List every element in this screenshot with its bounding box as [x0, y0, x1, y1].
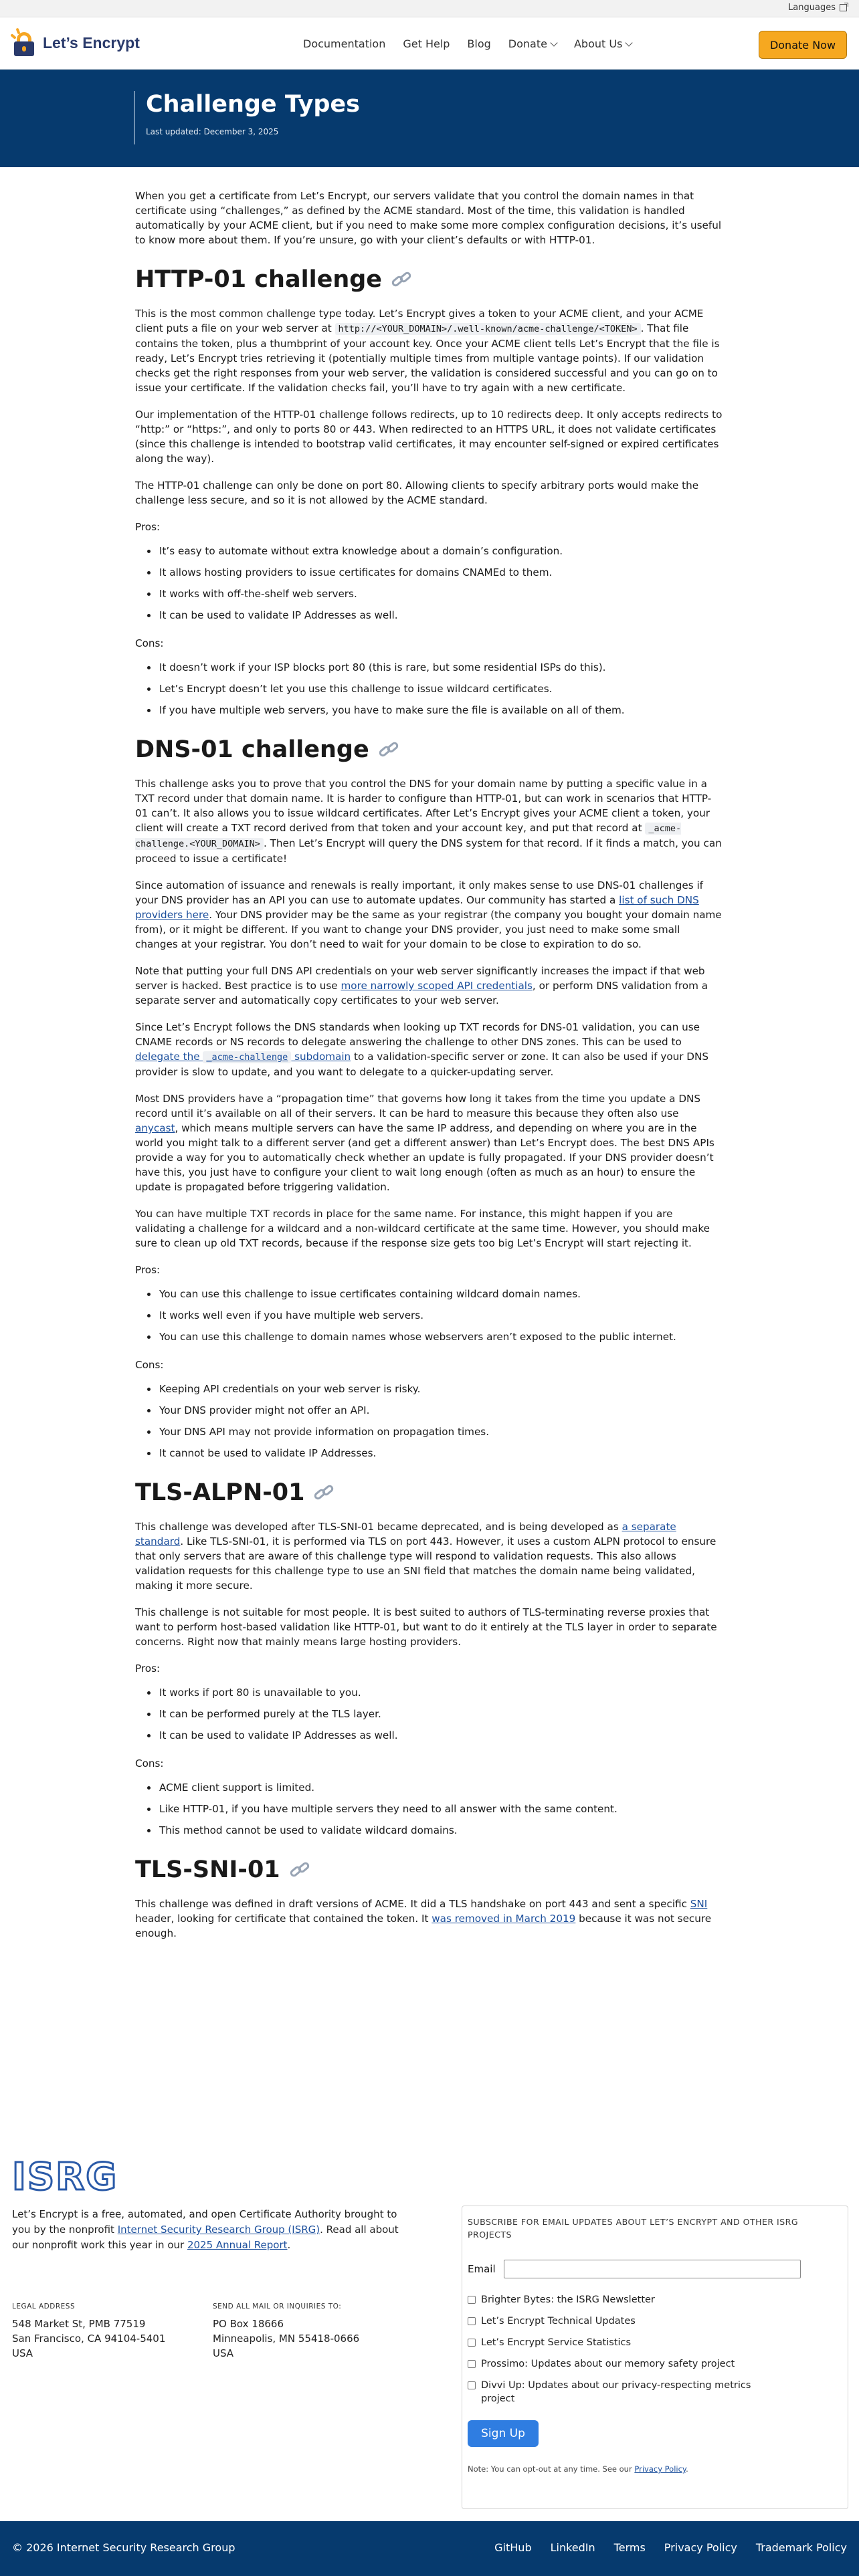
text: This challenge was developed after TLS-SNI-01 became deprecated, and is being developed as	[135, 1521, 622, 1533]
annual-report-link[interactable]: 2025 Annual Report	[187, 2239, 288, 2251]
option-label: Let’s Encrypt Service Statistics	[481, 2337, 632, 2348]
anchor-link-icon[interactable]	[377, 742, 401, 757]
text: Note that putting your full DNS API credentials on your web server significantly increases the impact if that web server is hacked. Best practice is to use	[135, 965, 705, 992]
tls-alpn-heading	[135, 1478, 724, 1507]
dns-providers-link[interactable]: list of such DNS providers here	[135, 894, 699, 921]
copyright: © 2026 Internet Security Research Group	[12, 2541, 235, 2554]
dns01-paragraph-1	[135, 776, 724, 866]
text: , or perform DNS validation from a separate server and automatically copy certificates to your web server.	[135, 980, 708, 1006]
article-content	[135, 189, 724, 1953]
list-item: If you have multiple web servers, you have to make sure the file is available on all of them.	[147, 703, 724, 718]
list-item: Your DNS provider might not offer an API.	[147, 1403, 724, 1418]
address-line: PO Box 18666	[213, 2318, 284, 2330]
http01-heading-text: HTTP-01 challenge	[135, 266, 383, 293]
nav-menu	[303, 17, 632, 70]
anycast-link[interactable]: anycast	[135, 1122, 175, 1134]
footer-link-linkedin[interactable]: LinkedIn	[550, 2541, 595, 2554]
option-prossimo[interactable]	[468, 2357, 842, 2371]
list-item: Let’s Encrypt doesn’t let you use this challenge to issue wildcard certificates.	[147, 681, 724, 696]
list-item: ACME client support is limited.	[147, 1780, 724, 1795]
option-label: Let’s Encrypt Technical Updates	[481, 2316, 636, 2327]
nav-item-get-help[interactable]: Get Help	[403, 37, 450, 50]
footer-about	[12, 2207, 400, 2253]
text: Since automation of issuance and renewals is really important, it only makes sense to use DNS-01 challenges if your DNS provider has an API you can use to automate updates. Our community has started a	[135, 879, 704, 906]
footer-links	[494, 2541, 847, 2554]
text: Note: You can opt-out at any time. See our	[468, 2464, 635, 2474]
dns01-cons-label: Cons:	[135, 1359, 164, 1371]
address-line: Minneapolis, MN 55418-0666	[213, 2333, 360, 2345]
dns01-heading-text: DNS-01 challenge	[135, 736, 369, 763]
code-snippet: _acme-challenge	[203, 1051, 291, 1063]
text: because it was not secure enough.	[135, 1913, 712, 1939]
tls-sni-heading	[135, 1855, 724, 1885]
site-footer	[0, 2140, 859, 2521]
option-brighter-bytes[interactable]	[468, 2293, 842, 2306]
subscribe-form	[462, 2206, 848, 2509]
http01-paragraph-2: Our implementation of the HTTP-01 challenge follows redirects, up to 10 redirects deep. It only accepts redirects to “http:” or “https:”, and only to ports 80 or 443. When redirected to an HTTPS URL, it does not validate certificates (since this challenge is intended to bootstrap valid certificates, it may encounter self-signed or expired certificates along the way).	[135, 409, 723, 465]
anchor-link-icon[interactable]	[312, 1485, 337, 1500]
email-label: Email	[468, 2263, 496, 2275]
last-updated: Last updated: December 3, 2025	[146, 127, 279, 136]
address-line: USA	[213, 2347, 234, 2359]
code-snippet: _acme-challenge.<YOUR_DOMAIN>	[135, 823, 682, 849]
email-input[interactable]	[504, 2260, 801, 2278]
list-item: Like HTTP-01, if you have multiple servers they need to all answer with the same content.	[147, 1802, 724, 1816]
hero-divider	[134, 91, 135, 144]
footer-link-trademark[interactable]: Trademark Policy	[755, 2541, 847, 2554]
dns01-paragraph-2	[135, 878, 724, 952]
address-line: USA	[12, 2347, 33, 2359]
checkbox[interactable]	[468, 2381, 476, 2389]
isrg-link[interactable]: Internet Security Research Group (ISRG)	[117, 2224, 320, 2236]
list-item: It can be used to validate IP Addresses as well.	[147, 1728, 724, 1743]
delegate-subdomain-link[interactable]	[135, 1051, 351, 1063]
option-label: Prossimo: Updates about our memory safety project	[481, 2359, 735, 2369]
list-item: It can be used to validate IP Addresses as well.	[147, 608, 724, 623]
language-selector[interactable]	[788, 3, 847, 13]
tls-alpn-heading-text: TLS-ALPN-01	[135, 1479, 305, 1506]
link-text: delegate the	[135, 1051, 203, 1063]
intro-paragraph: When you get a certificate from Let’s Encrypt, our servers validate that you control the domain names in that certificate using “challenges,” as defined by the ACME standard. Most of the time, this validation is handled automatically by your ACME client, but if you need to make some more complex configuration decisions, it’s useful to know more about them. If you’re unsure, go with your client’s defaults or with HTTP-01.	[135, 190, 722, 246]
sni-link[interactable]: SNI	[690, 1898, 708, 1910]
tls-alpn-cons-list	[147, 1780, 724, 1838]
text: . Your DNS provider may be the same as your registrar (the company you bought your domain name from), or it might be different. If you want to change your DNS provider, you just need to make some small changes at your registrar. You don’t need to wait for your domain to be close to expiration to do so.	[135, 909, 722, 950]
dns01-paragraph-5	[135, 1091, 724, 1194]
http01-cons-label: Cons:	[135, 637, 164, 649]
tls-alpn-paragraph-1	[135, 1519, 724, 1593]
option-technical-updates[interactable]	[468, 2315, 842, 2328]
list-item: You can use this challenge to domain names whose webservers aren’t exposed to the public internet.	[147, 1329, 724, 1344]
padlock-logo-icon	[12, 29, 36, 56]
logo-text: Let’s Encrypt	[43, 33, 140, 51]
language-label: Languages	[788, 3, 836, 13]
code-snippet: http://<YOUR_DOMAIN>/.well-known/acme-challenge/<TOKEN>	[335, 323, 641, 335]
text: header, looking for certificate that contained the token. It	[135, 1913, 432, 1925]
footer-link-terms[interactable]: Terms	[613, 2541, 646, 2554]
list-item: It’s easy to automate without extra knowledge about a domain’s configuration.	[147, 544, 724, 558]
chevron-down-icon	[626, 39, 633, 46]
subscription-options	[468, 2293, 842, 2405]
dns01-heading	[135, 735, 724, 764]
tls-alpn-pros-label: Pros:	[135, 1662, 161, 1675]
scoped-credentials-link[interactable]: more narrowly scoped API credentials	[341, 980, 533, 992]
tls-alpn-cons-label: Cons:	[135, 1757, 164, 1769]
list-item: This method cannot be used to validate wildcard domains.	[147, 1823, 724, 1838]
nav-item-blog[interactable]: Blog	[467, 37, 491, 50]
legal-address-heading: LEGAL ADDRESS	[12, 2302, 76, 2311]
address-line: San Francisco, CA 94104-5401	[12, 2333, 166, 2345]
text: . Read all about our nonprofit work this year in our	[12, 2224, 399, 2251]
tls-sni-paragraph-1	[135, 1897, 724, 1941]
option-label: Brighter Bytes: the ISRG Newsletter	[481, 2294, 655, 2305]
checkbox[interactable]	[468, 2296, 476, 2304]
text: Since Let’s Encrypt follows the DNS standards when looking up TXT records for DNS-01 validation, you can use CNAME records or NS records to delegate answering the challenge to other DNS zones. This can be used to	[135, 1021, 700, 1048]
dns01-paragraph-6: You can have multiple TXT records in place for the same name. For instance, this might happen if you are validating a challenge for a wildcard and a non-wildcard certificate at the same time. However, you should make sure to clean up old TXT records, because if the response size gets too big Let’s Encrypt will start rejecting it.	[135, 1208, 710, 1249]
nav-item-about-us[interactable]	[574, 37, 632, 50]
text: Most DNS providers have a “propagation time” that governs how long it takes from the time you update a DNS record until it’s available on all of their servers. It can be hard to measure this because they often also use	[135, 1093, 701, 1119]
mail-address	[213, 2299, 359, 2361]
list-item: It works well even if you have multiple web servers.	[147, 1308, 724, 1323]
text: to a validation-specific server or zone. It can also be used if your DNS provider is slow to update, and you want to delegate to a quicker-updating server.	[135, 1051, 709, 1078]
anchor-link-icon[interactable]	[390, 272, 414, 287]
http01-pros-list	[147, 544, 724, 623]
list-item: It doesn’t work if your ISP blocks port 80 (this is rare, but some residential ISPs do this).	[147, 660, 724, 675]
nav-item-about-label: About Us	[573, 37, 623, 50]
text: . Then Let’s Encrypt will query the DNS system for that record. If it finds a match, you can proceed to issue a certificate!	[135, 837, 722, 865]
dns01-pros-list	[147, 1287, 724, 1344]
legal-address	[12, 2299, 165, 2361]
email-row	[468, 2260, 842, 2278]
footer-link-github[interactable]: GitHub	[494, 2541, 532, 2554]
list-item: It works if port 80 is unavailable to you.	[147, 1685, 724, 1700]
removed-march-2019-link[interactable]: was removed in March 2019	[432, 1913, 576, 1925]
external-link-icon	[840, 4, 847, 11]
checkbox[interactable]	[468, 2360, 476, 2368]
text: .	[287, 2239, 291, 2251]
tls-sni-heading-text: TLS-SNI-01	[135, 1856, 280, 1883]
list-item: It works with off-the-shelf web servers.	[147, 586, 724, 601]
tls-alpn-pros-list	[147, 1685, 724, 1743]
tls-alpn-paragraph-2: This challenge is not suitable for most people. It is best suited to authors of TLS-terminating reverse proxies that want to perform host-based validation like HTTP-01, but want to do it entirely at the TLS layer in order to separate concerns. Right now that mainly means large hosting providers.	[135, 1606, 717, 1648]
text: Let’s Encrypt is a free, automated, and open Certificate Authority brought to you by the nonprofit	[12, 2208, 397, 2236]
dns01-paragraph-3	[135, 964, 724, 1008]
nav-item-donate-label: Donate	[508, 37, 547, 50]
link-text: subdomain	[291, 1051, 351, 1063]
checkbox[interactable]	[468, 2339, 476, 2347]
http01-paragraph-3: The HTTP-01 challenge can only be done on port 80. Allowing clients to specify arbitrary ports would make the challenge less secure, and so it is not allowed by the ACME standard.	[135, 479, 699, 506]
text: . That file contains the token, plus a thumbprint of your account key. Once your ACME client tells Let’s Encrypt that the file is ready, Let’s Encrypt tries retrieving it (potentially multiple times from multiple vantage points). If our validation checks get the right responses from your web server, the validation is considered successful and you can go on to issue your certificate. If the validation checks fail, you’ll have to try again with a new certificate.	[135, 322, 720, 394]
isrg-logo[interactable]: ISRG	[12, 2155, 118, 2199]
text: This challenge was defined in draft versions of ACME. It did a TLS handshake on port 443 and sent a specific	[135, 1898, 690, 1910]
opt-out-note	[468, 2464, 842, 2474]
footer-bottom-bar	[0, 2521, 859, 2576]
dns01-cons-list	[147, 1382, 724, 1461]
site-logo[interactable]	[12, 29, 140, 56]
page-title: Challenge Types	[146, 91, 361, 118]
list-item: Your DNS API may not provide information on propagation times.	[147, 1424, 724, 1439]
text: .	[686, 2464, 688, 2474]
dns01-pros-label: Pros:	[135, 1264, 161, 1276]
mail-address-heading: SEND ALL MAIL OR INQUIRIES TO:	[213, 2302, 342, 2311]
http01-cons-list	[147, 660, 724, 718]
chevron-down-icon	[550, 39, 557, 46]
language-bar	[0, 0, 859, 17]
dns01-paragraph-4	[135, 1020, 724, 1079]
text: . Like TLS-SNI-01, it is performed via TLS on port 443. However, it uses a custom ALPN protocol to ensure that only servers that are aware of this challenge type will respond to validation requests. This also allows validation requests for this challenge type to use an SNI field that matches the domain name being validated, making it more secure.	[135, 1535, 717, 1592]
list-item: It can be performed purely at the TLS layer.	[147, 1707, 724, 1721]
text: This is the most common challenge type today. Let’s Encrypt gives a token to your ACME client, and your ACME client puts a file on your web server at	[135, 308, 704, 334]
main-nav	[0, 17, 859, 70]
text: , which means multiple servers can have the same IP address, and depending on where you are in the world you might talk to a different server (and get a different answer) than Let’s Encrypt does. The best DNS APIs provide a way for you to automatically check whether an update is fully propagated. If your DNS provider doesn’t have this, you just have to configure your client to wait long enough (often as much as an hour) to ensure the update is propagated before triggering validation.	[135, 1122, 714, 1193]
sign-up-button[interactable]: Sign Up	[468, 2420, 539, 2447]
list-item: It cannot be used to validate IP Addresses.	[147, 1446, 724, 1461]
footer-link-privacy[interactable]: Privacy Policy	[664, 2541, 737, 2554]
checkbox[interactable]	[468, 2317, 476, 2325]
text: This challenge asks you to prove that you control the DNS for your domain name by putting a specific value in a TXT record under that domain name. It is harder to configure than HTTP-01, but can work in scenarios that HTTP-01 can’t. It also allows you to issue wildcard certificates. After Let’s Encrypt gives your ACME client a token, your client will create a TXT record derived from that token and your account key, and put that record at	[135, 778, 712, 834]
privacy-policy-link[interactable]: Privacy Policy	[634, 2464, 686, 2474]
nav-item-donate[interactable]	[508, 37, 557, 50]
nav-item-documentation[interactable]: Documentation	[303, 37, 386, 50]
list-item: You can use this challenge to issue certificates containing wildcard domain names.	[147, 1287, 724, 1301]
address-line: 548 Market St, PMB 77519	[12, 2318, 146, 2330]
http01-pros-label: Pros:	[135, 521, 161, 533]
http01-heading	[135, 265, 724, 294]
option-label: Divvi Up: Updates about our privacy-respecting metrics project	[481, 2380, 751, 2404]
option-divvi-up[interactable]	[468, 2379, 842, 2405]
separate-standard-link[interactable]: a separate standard	[135, 1521, 676, 1547]
donate-now-button[interactable]: Donate Now	[759, 31, 847, 59]
http01-paragraph-1	[135, 306, 724, 395]
list-item: Keeping API credentials on your web server is risky.	[147, 1382, 724, 1396]
page-hero	[0, 70, 859, 167]
subscribe-title: SUBSCRIBE FOR EMAIL UPDATES ABOUT LET’S ENCRYPT AND OTHER ISRG PROJECTS	[468, 2217, 799, 2240]
list-item: It allows hosting providers to issue certificates for domains CNAMEd to them.	[147, 565, 724, 580]
anchor-link-icon[interactable]	[288, 1862, 312, 1877]
option-service-statistics[interactable]	[468, 2336, 842, 2349]
